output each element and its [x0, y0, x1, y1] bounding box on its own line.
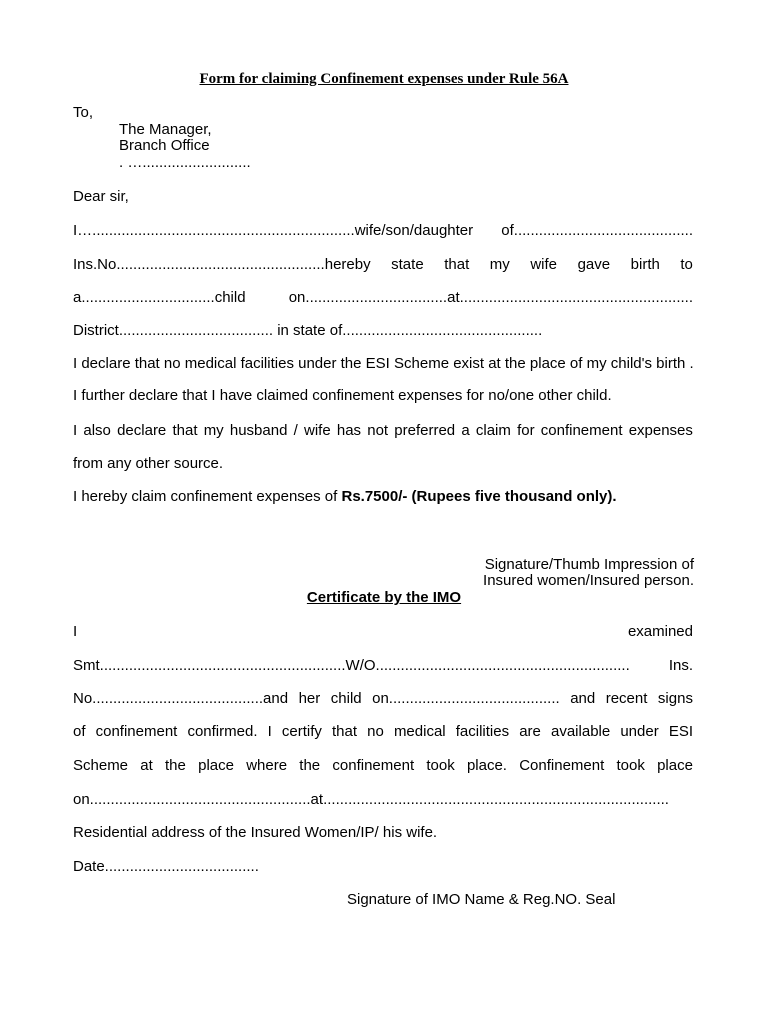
word: my: [489, 256, 510, 273]
declaration-other-child: I further declare that I have claimed confinement expenses for no/one other child.: [73, 387, 612, 404]
word: confirmed.: [187, 723, 258, 740]
word: the: [299, 757, 321, 774]
word: preferred: [394, 422, 456, 439]
certificate-line-5: [73, 757, 693, 775]
word: I: [267, 723, 272, 740]
word: place: [198, 757, 234, 774]
word: for: [517, 422, 535, 439]
claim-amount-prefix: I hereby claim confinement expenses of: [73, 488, 342, 505]
word: on..................................at........................................................: [288, 289, 693, 306]
word: at: [140, 757, 153, 774]
word: Ins.: [668, 657, 693, 674]
word: on.........................................: [372, 690, 560, 707]
word: and: [570, 690, 596, 707]
word: that: [172, 422, 198, 439]
certificate-line-4: [73, 723, 693, 741]
word: that: [444, 256, 470, 273]
word: expenses: [628, 422, 693, 439]
word: Smt...........................................................W/O.............................................................: [73, 657, 630, 674]
word: I: [73, 623, 78, 640]
word: signs: [657, 690, 693, 707]
word: took: [426, 757, 455, 774]
certificate-line-6: on.....................................................at...................................................................................: [73, 791, 669, 808]
address-line-manager: The Manager,: [119, 121, 212, 138]
word: available: [551, 723, 611, 740]
word: Scheme: [73, 757, 129, 774]
declaration-spouse-line-1: [73, 422, 693, 440]
word: facilities: [455, 723, 510, 740]
word: has: [336, 422, 362, 439]
form-title: Form for claiming Confinement expenses under Rule 56A: [199, 71, 569, 87]
word: husband: [229, 422, 288, 439]
claim-line-2: [73, 256, 693, 274]
claim-amount-line: [73, 488, 617, 506]
word: state: [391, 256, 424, 273]
word: certify: [281, 723, 322, 740]
word: her: [298, 690, 321, 707]
word: no: [367, 723, 384, 740]
word: medical: [393, 723, 446, 740]
residential-address: Residential address of the Insured Women/IP/ his wife.: [73, 824, 438, 841]
word: place.: [466, 757, 507, 774]
certificate-heading: Certificate by the IMO: [306, 589, 462, 606]
word: No.........................................and: [73, 690, 289, 707]
word: the: [165, 757, 186, 774]
word: that: [332, 723, 358, 740]
claim-line-3: [73, 289, 693, 307]
word: child: [330, 690, 362, 707]
word: under: [620, 723, 659, 740]
word: to: [680, 256, 693, 273]
certificate-line-3: [73, 690, 693, 708]
declaration-spouse-line-2: from any other source.: [73, 455, 224, 472]
word: declare: [117, 422, 167, 439]
word: where: [246, 757, 288, 774]
address-line-blank: . …..........................: [119, 154, 251, 171]
claim-line-4: District..................................... in state of................................................: [73, 322, 543, 339]
word: claim: [475, 422, 511, 439]
word: my: [203, 422, 224, 439]
certificate-line-1: [73, 623, 693, 641]
date-field: Date.....................................: [73, 858, 259, 875]
word: /: [293, 422, 298, 439]
word: Confinement: [519, 757, 605, 774]
declaration-no-facilities: I declare that no medical facilities under the ESI Scheme exist at the place of my child's birth .: [73, 355, 694, 372]
claim-line-1: [73, 222, 693, 240]
word: recent: [605, 690, 648, 707]
salutation: Dear sir,: [73, 188, 129, 205]
word: I…...............................................................wife/son/daughter: [73, 222, 474, 239]
imo-signature: Signature of IMO Name & Reg.NO. Seal: [347, 891, 616, 908]
word: of...........................................: [501, 222, 693, 239]
word: not: [367, 422, 389, 439]
word: of: [73, 723, 86, 740]
word: also: [83, 422, 111, 439]
word: birth: [630, 256, 660, 273]
certificate-line-2: [73, 657, 693, 675]
word: ESI: [668, 723, 693, 740]
word: took: [616, 757, 645, 774]
word: gave: [577, 256, 611, 273]
signature-line-1: Signature/Thumb Impression of: [484, 556, 694, 573]
word: confinement: [332, 757, 415, 774]
word: Ins.No..................................................hereby: [73, 256, 371, 273]
address-line-branch: Branch Office: [119, 137, 210, 154]
word: I: [73, 422, 78, 439]
word: wife: [303, 422, 331, 439]
signature-line-2: Insured women/Insured person.: [483, 572, 694, 589]
word: are: [519, 723, 541, 740]
word: place: [657, 757, 693, 774]
word: confinement: [540, 422, 623, 439]
word: examined: [627, 623, 693, 640]
address-to: To,: [73, 104, 94, 121]
word: a: [461, 422, 470, 439]
word: wife: [530, 256, 558, 273]
word: confinement: [95, 723, 178, 740]
word: a................................child: [73, 289, 246, 306]
claim-amount: Rs.7500/- (Rupees five thousand only).: [341, 488, 617, 505]
